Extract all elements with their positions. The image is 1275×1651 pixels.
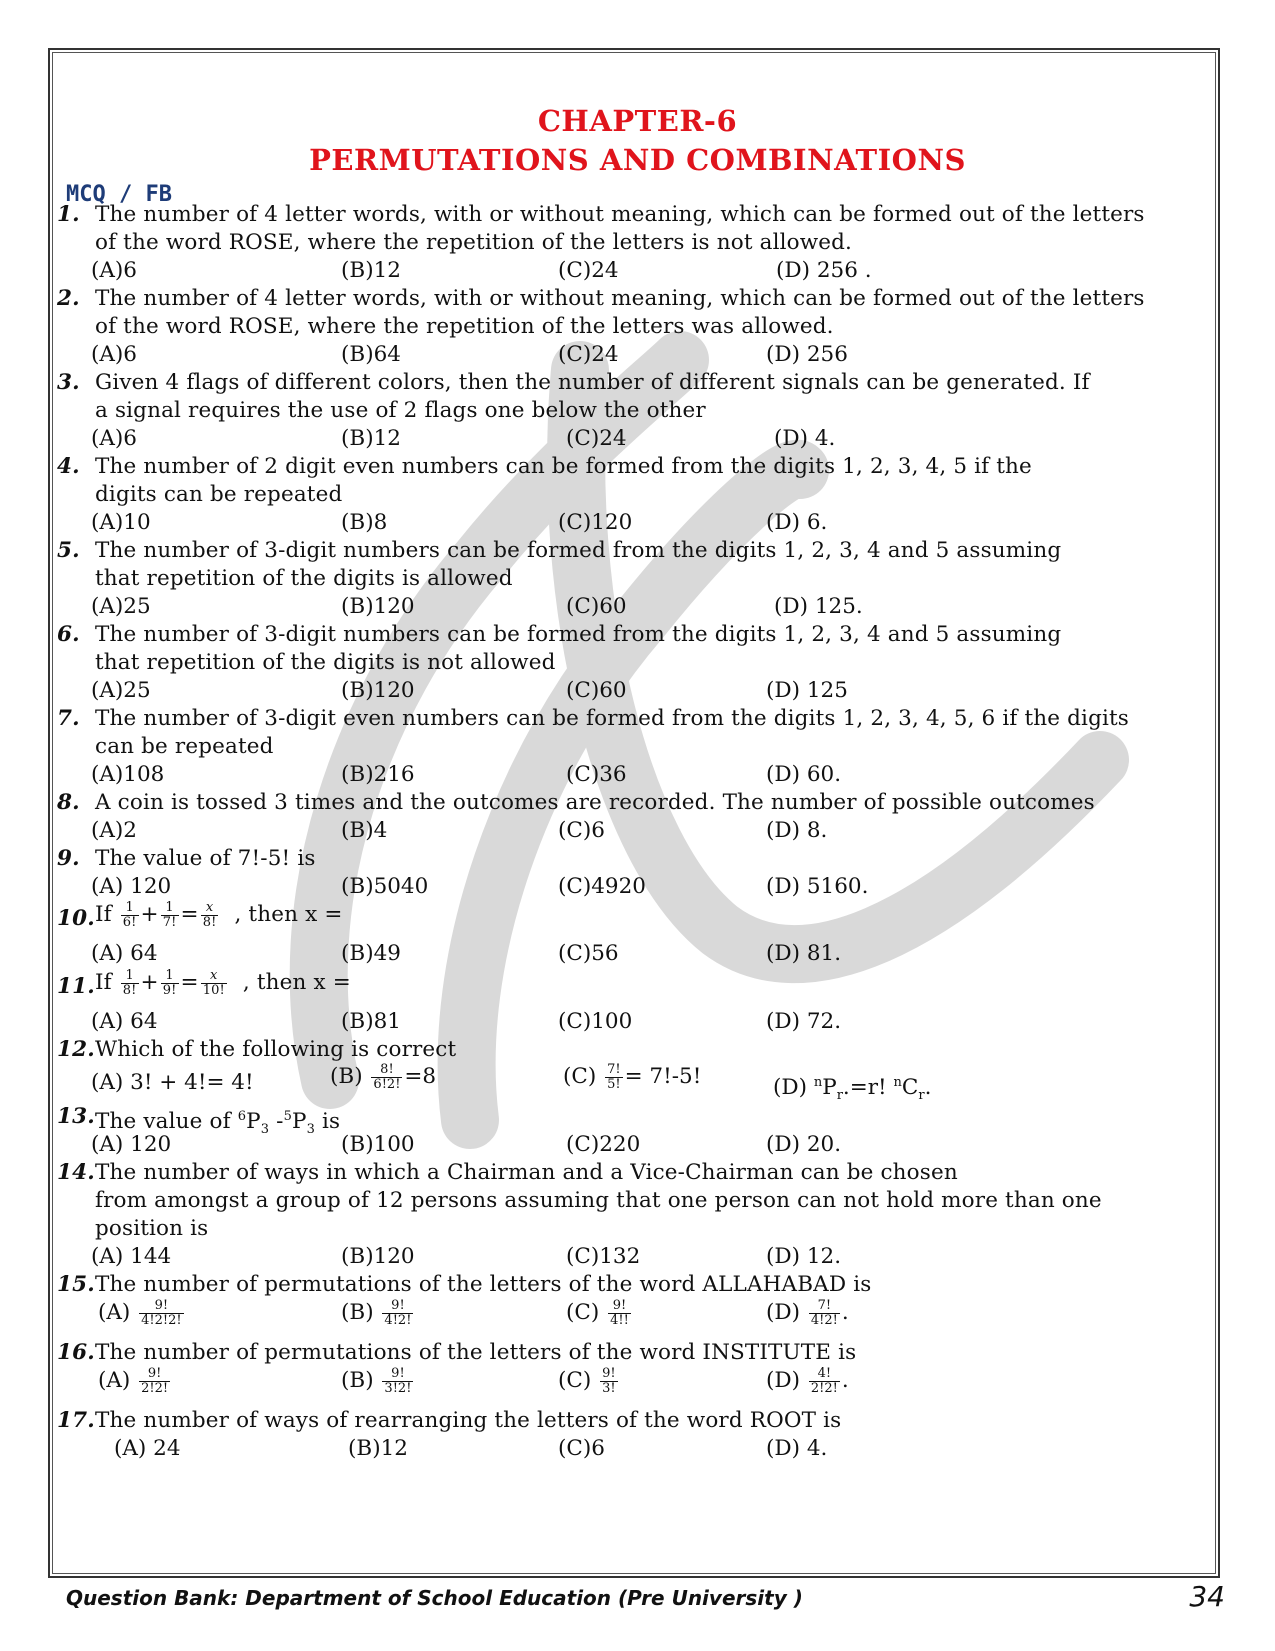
option-b: (B)216 (341, 762, 415, 787)
fraction (121, 901, 139, 930)
numerator: 1 (121, 969, 139, 984)
option-d: (D) 8. (766, 818, 828, 843)
question-number: 8. (57, 790, 80, 815)
numerator: 9! (139, 1367, 170, 1382)
option-b (341, 1298, 415, 1328)
question-text: that repetition of the digits is not allowed (95, 650, 556, 675)
option-d: (D) 72. (766, 1009, 842, 1034)
denominator: 8! (202, 914, 217, 930)
chapter-title: PERMUTATIONS AND COMBINATIONS (309, 143, 966, 177)
option-d: (D) 12. (766, 1244, 842, 1269)
numerator: 9! (382, 1367, 413, 1382)
option-b: (B)12 (348, 1436, 408, 1461)
option-label: (B) (330, 1064, 363, 1089)
question-text: The number of 3-digit numbers can be formed from the digits 1, 2, 3, 4 and 5 assuming (95, 538, 1062, 563)
option-a (98, 1298, 186, 1328)
symbol: P (246, 1109, 261, 1134)
option-a: (A)108 (91, 762, 165, 787)
superscript: 6 (237, 1109, 247, 1124)
fraction (382, 1299, 413, 1328)
option-a: (A) 64 (91, 941, 158, 966)
symbol: C (901, 1075, 919, 1100)
symbol: . (924, 1075, 932, 1100)
option-c: (C)6 (558, 818, 605, 843)
numerator: 1 (121, 901, 139, 916)
chapter-number: CHAPTER-6 (537, 104, 738, 138)
option-a: (A)2 (91, 818, 137, 843)
option-tail: . (841, 1368, 849, 1393)
question-text: The number of ways in which a Chairman and a Vice-Chairman can be chosen (95, 1160, 958, 1185)
question-number: 16. (57, 1340, 95, 1365)
denominator: 4!! (610, 1312, 629, 1328)
question-number: 5. (57, 538, 80, 563)
superscript: n (893, 1075, 902, 1090)
option-d: (D) 256 . (776, 258, 872, 283)
symbol: .=r! (842, 1075, 887, 1100)
question-text: The number of permutations of the letters of the word ALLAHABAD is (95, 1272, 872, 1297)
option-b: (B)12 (341, 426, 401, 451)
question-text: can be repeated (95, 734, 274, 759)
question-text: The number of ways of rearranging the letters of the word ROOT is (95, 1408, 842, 1433)
option-a: (A) 120 (91, 1132, 172, 1157)
denominator: 2!2! (141, 1380, 169, 1396)
fraction (809, 1367, 840, 1396)
question-number: 3. (57, 370, 80, 395)
question-text: Which of the following is correct (95, 1037, 457, 1062)
option-d: (D) 4. (774, 426, 836, 451)
question-number: 15. (57, 1272, 95, 1297)
option-c: (C)100 (558, 1009, 633, 1034)
option-c: (C)120 (558, 510, 633, 535)
option-b: (B)120 (341, 678, 415, 703)
denominator: 6!2! (373, 1076, 401, 1092)
question-text: position is (95, 1216, 209, 1241)
option-d: (D) 81. (766, 941, 842, 966)
option-label: (D) (766, 1368, 801, 1393)
question-text: The value of 7!-5! is (95, 846, 316, 871)
denominator: 10! (202, 982, 225, 998)
option-c (563, 1062, 701, 1092)
option-c: (C)56 (558, 941, 619, 966)
option-b: (B)12 (341, 258, 401, 283)
option-c: (C)60 (566, 678, 627, 703)
denominator: 8! (122, 982, 137, 998)
text: The value of (95, 1109, 231, 1134)
option-label: (C) (563, 1064, 597, 1089)
superscript: 5 (283, 1109, 292, 1124)
numerator: 7! (809, 1299, 840, 1314)
question-number: 1. (57, 202, 80, 227)
option-label: (B) (341, 1368, 374, 1393)
option-a (98, 1366, 172, 1396)
fraction (161, 901, 179, 930)
denominator: 7! (162, 914, 177, 930)
question-number: 6. (57, 622, 80, 647)
option-label: (C) (566, 1300, 600, 1325)
section-label: MCQ / FB (66, 182, 172, 207)
numerator: 8! (371, 1063, 402, 1078)
option-c: (C)36 (566, 762, 627, 787)
question-number: 17. (57, 1408, 95, 1433)
option-b: (B)64 (341, 342, 401, 367)
question-text: If $\frac{1}{6!}$ + $\frac{1}{7!}$ = $\frac{x}{8!}$ , then x = (95, 899, 343, 930)
option-b: (B)4 (341, 818, 388, 843)
option-a: (A)6 (91, 342, 137, 367)
question-number: 9. (57, 846, 80, 871)
subscript: 3 (260, 1122, 270, 1137)
then-label: , then x = (234, 902, 343, 927)
denominator: 4!2! (810, 1312, 838, 1328)
question-number: 7. (57, 706, 80, 731)
fraction (371, 1063, 402, 1092)
denominator: 9! (162, 982, 177, 998)
question-number: 2. (57, 286, 80, 311)
question-number: 11. (57, 974, 95, 999)
option-a: (A)6 (91, 426, 137, 451)
denominator: 2!2! (810, 1380, 838, 1396)
numerator: 4! (809, 1367, 840, 1382)
question-text: The number of 2 digit even numbers can be formed from the digits 1, 2, 3, 4, 5 if the (95, 454, 1032, 479)
option-d: (D) 125. (774, 594, 863, 619)
numerator: 9! (608, 1299, 631, 1314)
fraction (121, 969, 139, 998)
option-d: (D) 4. (766, 1436, 828, 1461)
option-d: (D) 125 (766, 678, 848, 703)
option-a: (A)25 (91, 678, 151, 703)
option-label: (D) (766, 1300, 801, 1325)
question-number: 10. (57, 906, 95, 931)
option-d: (D) 6. (766, 510, 828, 535)
question-text: The number of 3-digit numbers can be formed from the digits 1, 2, 3, 4 and 5 assuming (95, 622, 1062, 647)
numerator: x (201, 969, 227, 984)
option-label: (D) (773, 1075, 808, 1100)
question-text: Given 4 flags of different colors, then the number of different signals can be generated. If (95, 370, 1090, 395)
option-a: (A) 144 (91, 1244, 172, 1269)
option-label: (B) (341, 1300, 374, 1325)
question-text: The number of 3-digit even numbers can be formed from the digits 1, 2, 3, 4, 5, 6 if the digits (95, 706, 1129, 731)
option-a: (A)10 (91, 510, 151, 535)
option-c: (C)4920 (558, 874, 646, 899)
numerator: 7! (607, 1061, 621, 1077)
option-a: (A)25 (91, 594, 151, 619)
option-d: (D) 60. (766, 762, 842, 787)
option-b: (B)49 (341, 941, 401, 966)
option-c: (C)24 (566, 426, 627, 451)
option-a: (A) 3! + 4!= 4! (91, 1070, 254, 1095)
denominator: 6! (122, 914, 137, 930)
question-text: If $\frac{1}{8!}$ + $\frac{1}{9!}$ = $\frac{x}{10!}$ , then x = (95, 967, 351, 998)
option-tail: =8 (404, 1064, 437, 1089)
question-number: 13. (57, 1104, 95, 1129)
option-d: (D) 256 (766, 342, 848, 367)
denominator: 4!2! (384, 1312, 412, 1328)
option-c (558, 1366, 620, 1396)
option-c: (C)132 (566, 1244, 641, 1269)
fraction (600, 1367, 618, 1396)
symbol: P (291, 1109, 307, 1134)
question-text: The number of 4 letter words, with or without meaning, which can be formed out of the letters (95, 202, 1145, 227)
fraction (139, 1367, 170, 1396)
option-label: (A) (98, 1368, 131, 1393)
option-b: (B)8 (341, 510, 388, 535)
denominator: 4!2!2! (141, 1312, 182, 1328)
option-a: (A)6 (91, 258, 137, 283)
option-d: (D) 5160. (766, 874, 869, 899)
question-number: 12. (57, 1037, 95, 1062)
option-tail: = 7!-5! (624, 1064, 702, 1089)
option-d (766, 1366, 849, 1396)
option-c: (C)24 (558, 258, 619, 283)
superscript: n (813, 1075, 823, 1090)
question-text: A coin is tossed 3 times and the outcomes are recorded. The number of possible outcomes (95, 790, 1095, 815)
option-c: (C)60 (566, 594, 627, 619)
denominator: 3!2! (384, 1380, 412, 1396)
numerator: 1 (161, 901, 179, 916)
subscript: 3 (306, 1122, 316, 1137)
denominator: 3! (602, 1380, 616, 1396)
option-b (341, 1366, 415, 1396)
option-c: (C)220 (566, 1132, 641, 1157)
fraction (608, 1299, 631, 1328)
option-tail: . (841, 1300, 849, 1325)
footer-text: Question Bank: Department of School Education (Pre University ) (66, 1586, 803, 1610)
question-text: digits can be repeated (95, 482, 343, 507)
option-b: (B)100 (341, 1132, 415, 1157)
option-b: (B)81 (341, 1009, 401, 1034)
subscript: r (836, 1088, 843, 1103)
question-number: 4. (57, 454, 80, 479)
numerator: 9! (602, 1365, 616, 1381)
numerator: 1 (161, 969, 179, 984)
option-a: (A) 24 (114, 1436, 181, 1461)
option-c: (C)24 (558, 342, 619, 367)
if-label: If (95, 970, 112, 995)
fraction (201, 969, 227, 998)
option-c (566, 1298, 633, 1328)
fraction (382, 1367, 413, 1396)
page-number: 34 (1189, 1580, 1225, 1613)
question-text: of the word ROSE, where the repetition of the letters was allowed. (95, 314, 834, 339)
option-a: (A) 120 (91, 874, 172, 899)
option-b: (B)120 (341, 594, 415, 619)
denominator: 5! (607, 1076, 621, 1092)
question-text: The number of permutations of the letters of the word INSTITUTE is (95, 1340, 857, 1365)
then-label: , then x = (242, 970, 351, 995)
numerator: 9! (139, 1299, 184, 1314)
numerator: x (201, 901, 219, 916)
if-label: If (95, 902, 112, 927)
question-text: The number of 4 letter words, with or without meaning, which can be formed out of the letters (95, 286, 1145, 311)
question-text: that repetition of the digits is allowed (95, 566, 513, 591)
subscript: r (918, 1088, 925, 1103)
numerator: 9! (382, 1299, 413, 1314)
fraction (139, 1299, 184, 1328)
fraction (161, 969, 179, 998)
option-d (773, 1068, 931, 1110)
option-label: (C) (558, 1368, 592, 1393)
symbol: P (822, 1075, 837, 1100)
fraction (809, 1299, 840, 1328)
option-c: (C)6 (558, 1436, 605, 1461)
option-label: (A) (98, 1300, 131, 1325)
option-b (330, 1062, 436, 1092)
question-text: from amongst a group of 12 persons assuming that one person can not hold more than one (95, 1188, 1102, 1213)
option-d: (D) 20. (766, 1132, 842, 1157)
option-b: (B)5040 (341, 874, 429, 899)
fraction (605, 1063, 623, 1092)
option-a: (A) 64 (91, 1009, 158, 1034)
option-d (766, 1298, 849, 1328)
fraction (201, 901, 219, 930)
symbol: - (276, 1109, 284, 1134)
option-b: (B)120 (341, 1244, 415, 1269)
text: is (322, 1109, 341, 1134)
question-number: 14. (57, 1160, 95, 1185)
question-text: of the word ROSE, where the repetition of the letters is not allowed. (95, 230, 853, 255)
question-text: a signal requires the use of 2 flags one below the other (95, 398, 706, 423)
